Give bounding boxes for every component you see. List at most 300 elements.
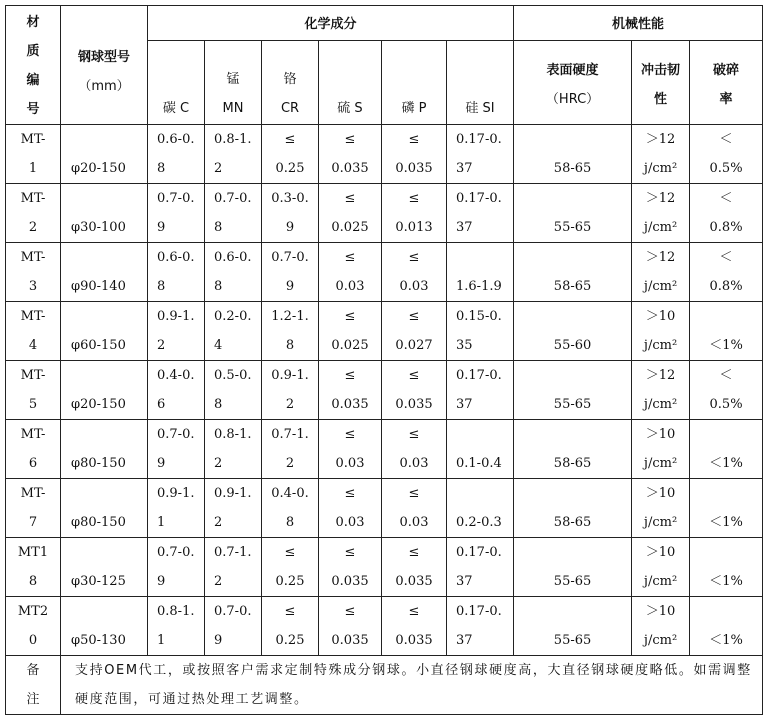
chromium-value	[262, 302, 319, 361]
manganese-value-line: 0.7-1.	[214, 545, 252, 560]
header-manganese-line: 锰	[226, 72, 240, 87]
ball-model: φ20-150	[61, 361, 148, 420]
material-id-line: MT1	[17, 545, 49, 560]
header-hardness-line: （HRC）	[545, 92, 600, 108]
manganese-value-line: 0.7-0.	[214, 191, 252, 206]
toughness-value-line: ＞10	[645, 427, 676, 442]
breakage-value-line: ＜1%	[709, 574, 743, 589]
breakage-value	[690, 184, 763, 243]
phosphorus-value-line: 0.013	[395, 220, 433, 235]
phosphorus-value	[382, 184, 447, 243]
sulfur-value-line: 0.035	[331, 397, 369, 412]
note-row	[6, 656, 763, 715]
silicon-value	[447, 184, 514, 243]
header-hardness-line: 表面硬度	[546, 63, 599, 79]
header-chromium-line: CR	[280, 101, 300, 116]
material-id-line: 5	[28, 397, 38, 412]
breakage-value-line	[690, 538, 762, 567]
silicon-value-line: 37	[456, 397, 473, 412]
chromium-value-line: ≤	[284, 545, 296, 560]
breakage-value	[690, 597, 763, 656]
note-label-line: 注	[26, 692, 40, 707]
manganese-value-line: 0.6-0.	[214, 250, 252, 265]
chromium-value-line: 8	[285, 338, 295, 353]
toughness-value-line: j/cm²	[643, 220, 678, 235]
phosphorus-value	[382, 479, 447, 538]
phosphorus-value-line: 0.03	[399, 456, 429, 471]
material-id	[6, 479, 61, 538]
silicon-value-line: 0.15-0.	[456, 309, 502, 324]
header-breakage-line: 率	[719, 92, 733, 108]
sulfur-value-line: 0.03	[335, 515, 365, 530]
manganese-value-line: 8	[214, 220, 223, 235]
material-id-line: MT-	[20, 132, 46, 147]
chromium-value-line: 0.7-0.	[271, 250, 309, 265]
phosphorus-value-line: ≤	[408, 604, 420, 619]
silicon-value	[447, 420, 514, 479]
toughness-value-line: ＞12	[645, 191, 676, 206]
material-id	[6, 125, 61, 184]
manganese-value	[205, 184, 262, 243]
table-row	[6, 597, 763, 656]
breakage-value	[690, 302, 763, 361]
silicon-value-line: 35	[456, 338, 473, 353]
header-material-no-line: 编	[26, 73, 40, 88]
phosphorus-value	[382, 302, 447, 361]
sulfur-value-line: ≤	[344, 368, 356, 383]
toughness-value	[632, 302, 690, 361]
hardness-value: 55-65	[514, 361, 632, 420]
carbon-value-line: 9	[157, 574, 166, 589]
manganese-value	[205, 302, 262, 361]
ball-model: φ30-100	[61, 184, 148, 243]
ball-model: φ80-150	[61, 479, 148, 538]
sulfur-value-line: ≤	[344, 250, 356, 265]
toughness-value-line: j/cm²	[643, 574, 678, 589]
phosphorus-value-line: 0.035	[395, 574, 433, 589]
toughness-value	[632, 125, 690, 184]
silicon-value-line: 0.17-0.	[456, 545, 502, 560]
sulfur-value-line: ≤	[344, 132, 356, 147]
note-label-line: 备	[26, 663, 40, 678]
toughness-value	[632, 243, 690, 302]
toughness-value-line: j/cm²	[643, 456, 678, 471]
ball-model: φ20-150	[61, 125, 148, 184]
sulfur-value-line: ≤	[344, 604, 356, 619]
header-mechanical-properties: 机械性能	[514, 6, 763, 41]
breakage-value-line: 0.8%	[709, 279, 743, 294]
manganese-value-line: 0.7-0.	[214, 604, 252, 619]
phosphorus-value-line: 0.03	[399, 515, 429, 530]
manganese-value-line: 2	[214, 161, 223, 176]
sulfur-value	[319, 597, 382, 656]
material-id-line: 3	[28, 279, 38, 294]
material-id	[6, 538, 61, 597]
material-id	[6, 302, 61, 361]
phosphorus-value-line: ≤	[408, 427, 420, 442]
silicon-value-line: 1.6-1.9	[456, 279, 502, 294]
carbon-value	[148, 597, 205, 656]
header-toughness-line: 性	[654, 92, 668, 108]
carbon-value-line: 0.9-1.	[157, 309, 195, 324]
sulfur-value	[319, 361, 382, 420]
manganese-value	[205, 597, 262, 656]
ball-model: φ50-130	[61, 597, 148, 656]
breakage-value	[690, 479, 763, 538]
sulfur-value-line: ≤	[344, 191, 356, 206]
carbon-value-line: 0.8-1.	[157, 604, 195, 619]
chromium-value	[262, 361, 319, 420]
carbon-value	[148, 361, 205, 420]
material-id	[6, 361, 61, 420]
table-body	[6, 125, 763, 656]
header-phosphorus: 磷 P	[382, 40, 447, 124]
table-row	[6, 479, 763, 538]
carbon-value-line: 9	[157, 220, 166, 235]
silicon-value	[447, 361, 514, 420]
breakage-value-line: ＜	[719, 191, 733, 206]
carbon-value	[148, 125, 205, 184]
toughness-value	[632, 538, 690, 597]
ball-model: φ90-140	[61, 243, 148, 302]
phosphorus-value-line: ≤	[408, 486, 420, 501]
breakage-value	[690, 538, 763, 597]
hardness-value: 55-65	[514, 597, 632, 656]
chromium-value	[262, 125, 319, 184]
silicon-value	[447, 538, 514, 597]
breakage-value-line: ＜	[719, 132, 733, 147]
chromium-value	[262, 479, 319, 538]
carbon-value	[148, 420, 205, 479]
header-breakage	[690, 40, 763, 124]
chromium-value	[262, 420, 319, 479]
carbon-value-line: 9	[157, 456, 166, 471]
silicon-value-line: 0.17-0.	[456, 604, 502, 619]
phosphorus-value-line: 0.027	[395, 338, 433, 353]
breakage-value-line: 0.5%	[709, 397, 743, 412]
chromium-value-line: 0.25	[275, 633, 305, 648]
carbon-value-line: 2	[157, 338, 166, 353]
manganese-value-line: 2	[214, 515, 223, 530]
manganese-value-line: 2	[214, 456, 223, 471]
phosphorus-value	[382, 597, 447, 656]
silicon-value-line: 0.2-0.3	[456, 515, 502, 530]
toughness-value-line: j/cm²	[643, 515, 678, 530]
header-material-no-line: 材	[26, 15, 40, 30]
manganese-value-line: 0.5-0.	[214, 368, 252, 383]
breakage-value	[690, 420, 763, 479]
chromium-value-line: 0.7-1.	[271, 427, 309, 442]
header-material-no-line: 号	[26, 102, 40, 117]
chromium-value-line: 2	[285, 456, 295, 471]
hardness-value: 58-65	[514, 420, 632, 479]
breakage-value-line	[690, 597, 762, 626]
manganese-value-line: 8	[214, 397, 223, 412]
chromium-value-line: 0.25	[275, 574, 305, 589]
manganese-value	[205, 361, 262, 420]
silicon-value-line: 0.1-0.4	[456, 456, 502, 471]
silicon-value	[447, 479, 514, 538]
breakage-value-line: ＜1%	[709, 338, 743, 353]
breakage-value-line: 0.5%	[709, 161, 743, 176]
breakage-value-line: 0.8%	[709, 220, 743, 235]
material-id-line: 6	[28, 456, 38, 471]
breakage-value-line: ＜1%	[709, 633, 743, 648]
material-id	[6, 184, 61, 243]
header-manganese	[205, 40, 262, 124]
chromium-value	[262, 184, 319, 243]
manganese-value	[205, 420, 262, 479]
breakage-value	[690, 243, 763, 302]
hardness-value: 55-65	[514, 184, 632, 243]
note-label	[6, 656, 61, 715]
toughness-value	[632, 420, 690, 479]
header-material-no-line: 质	[26, 44, 40, 59]
chromium-value	[262, 243, 319, 302]
sulfur-value	[319, 538, 382, 597]
material-id	[6, 597, 61, 656]
header-ball-model	[61, 6, 148, 125]
chromium-value-line: 0.4-0.	[271, 486, 309, 501]
hardness-value: 55-60	[514, 302, 632, 361]
toughness-value-line: ＞12	[645, 250, 676, 265]
silicon-value	[447, 597, 514, 656]
hardness-value: 55-65	[514, 538, 632, 597]
material-id-line: MT2	[17, 604, 49, 619]
material-id-line: MT-	[20, 250, 46, 265]
phosphorus-value	[382, 361, 447, 420]
manganese-value-line: 4	[214, 338, 223, 353]
carbon-value-line: 0.4-0.	[157, 368, 195, 383]
phosphorus-value-line: ≤	[408, 368, 420, 383]
manganese-value-line: 0.8-1.	[214, 132, 252, 147]
carbon-value-line: 0.7-0.	[157, 191, 195, 206]
sulfur-value-line: 0.025	[331, 220, 369, 235]
toughness-value	[632, 361, 690, 420]
toughness-value-line: ＞12	[645, 132, 676, 147]
header-toughness-line: 冲击韧	[641, 63, 681, 79]
header-chemical-composition: 化学成分	[148, 6, 514, 41]
sulfur-value-line: 0.035	[331, 574, 369, 589]
material-id-line: 7	[28, 515, 38, 530]
phosphorus-value-line: 0.03	[399, 279, 429, 294]
header-manganese-line: MN	[222, 101, 244, 116]
toughness-value-line: ＞10	[645, 486, 676, 501]
sulfur-value	[319, 420, 382, 479]
breakage-value-line	[690, 479, 762, 508]
silicon-value	[447, 243, 514, 302]
carbon-value	[148, 243, 205, 302]
sulfur-value-line: ≤	[344, 309, 356, 324]
phosphorus-value-line: ≤	[408, 191, 420, 206]
sulfur-value	[319, 184, 382, 243]
sulfur-value	[319, 302, 382, 361]
breakage-value-line: ＜	[719, 368, 733, 383]
breakage-value-line: ＜	[719, 250, 733, 265]
table-row	[6, 184, 763, 243]
header-row-group	[6, 6, 763, 41]
carbon-value-line: 8	[157, 279, 166, 294]
phosphorus-value-line: ≤	[408, 545, 420, 560]
phosphorus-value-line: ≤	[408, 309, 420, 324]
sulfur-value-line: 0.025	[331, 338, 369, 353]
header-toughness	[632, 40, 690, 124]
toughness-value-line: ＞10	[645, 309, 676, 324]
breakage-value-line	[690, 420, 762, 449]
header-hardness	[514, 40, 632, 124]
chromium-value-line: 9	[285, 279, 295, 294]
silicon-value-line	[456, 243, 513, 272]
breakage-value	[690, 125, 763, 184]
toughness-value	[632, 597, 690, 656]
carbon-value-line: 0.6-0.	[157, 250, 195, 265]
header-carbon: 碳 C	[148, 40, 205, 124]
material-id-line: MT-	[20, 368, 46, 383]
toughness-value-line: ＞12	[645, 368, 676, 383]
carbon-value	[148, 302, 205, 361]
toughness-value-line: ＞10	[645, 604, 676, 619]
toughness-value	[632, 184, 690, 243]
material-id	[6, 243, 61, 302]
manganese-value-line: 9	[214, 633, 223, 648]
carbon-value-line: 6	[157, 397, 166, 412]
ball-model: φ30-125	[61, 538, 148, 597]
toughness-value-line: ＞10	[645, 545, 676, 560]
chromium-value-line: 9	[285, 220, 295, 235]
chromium-value	[262, 538, 319, 597]
ball-model: φ80-150	[61, 420, 148, 479]
chromium-value-line: ≤	[284, 132, 296, 147]
toughness-value-line: j/cm²	[643, 279, 678, 294]
silicon-value-line: 37	[456, 633, 473, 648]
breakage-value	[690, 361, 763, 420]
manganese-value-line: 2	[214, 574, 223, 589]
sulfur-value	[319, 243, 382, 302]
material-id-line: MT-	[20, 191, 46, 206]
manganese-value	[205, 125, 262, 184]
sulfur-value-line: ≤	[344, 427, 356, 442]
phosphorus-value-line: ≤	[408, 132, 420, 147]
silicon-value-line: 0.17-0.	[456, 368, 502, 383]
sulfur-value-line: ≤	[344, 545, 356, 560]
carbon-value-line: 1	[157, 515, 166, 530]
chromium-value-line: 0.9-1.	[271, 368, 309, 383]
carbon-value	[148, 184, 205, 243]
manganese-value	[205, 243, 262, 302]
material-id-line: 2	[28, 220, 38, 235]
toughness-value-line: j/cm²	[643, 161, 678, 176]
sulfur-value-line: 0.03	[335, 456, 365, 471]
carbon-value-line: 8	[157, 161, 166, 176]
note-text: 支持OEM代工，或按照客户需求定制特殊成分钢球。小直径钢球硬度高，大直径钢球硬度略低。如需调整硬度范围，可通过热处理工艺调整。	[61, 656, 763, 715]
phosphorus-value	[382, 243, 447, 302]
material-id-line: 8	[28, 574, 38, 589]
material-id-line: 0	[28, 633, 38, 648]
sulfur-value-line: 0.035	[331, 633, 369, 648]
table-row	[6, 420, 763, 479]
header-silicon: 硅 SI	[447, 40, 514, 124]
sulfur-value-line: ≤	[344, 486, 356, 501]
carbon-value	[148, 479, 205, 538]
material-id	[6, 420, 61, 479]
header-material-no	[6, 6, 61, 125]
material-id-line: 1	[28, 161, 38, 176]
manganese-value-line: 0.2-0.	[214, 309, 252, 324]
carbon-value	[148, 538, 205, 597]
table-row	[6, 243, 763, 302]
carbon-value-line: 0.7-0.	[157, 545, 195, 560]
sulfur-value-line: 0.03	[335, 279, 365, 294]
phosphorus-value-line: 0.035	[395, 633, 433, 648]
silicon-value	[447, 302, 514, 361]
hardness-value: 58-65	[514, 125, 632, 184]
sulfur-value-line: 0.035	[331, 161, 369, 176]
phosphorus-value-line: 0.035	[395, 397, 433, 412]
silicon-value-line: 0.17-0.	[456, 191, 502, 206]
chromium-value-line: 1.2-1.	[271, 309, 309, 324]
steel-ball-spec-table	[5, 5, 763, 715]
table-row	[6, 125, 763, 184]
toughness-value	[632, 479, 690, 538]
material-id-line: 4	[28, 338, 38, 353]
silicon-value-line	[456, 420, 513, 449]
phosphorus-value-line: 0.035	[395, 161, 433, 176]
header-chromium-line: 铬	[283, 72, 297, 87]
header-ball-model-label: 钢球型号	[77, 50, 130, 65]
chromium-value-line: ≤	[284, 604, 296, 619]
material-id-line: MT-	[20, 427, 46, 442]
phosphorus-value	[382, 420, 447, 479]
sulfur-value	[319, 125, 382, 184]
carbon-value-line: 0.9-1.	[157, 486, 195, 501]
chromium-value-line: 0.25	[275, 161, 305, 176]
phosphorus-value	[382, 538, 447, 597]
toughness-value-line: j/cm²	[643, 338, 678, 353]
breakage-value-line: ＜1%	[709, 456, 743, 471]
silicon-value-line: 37	[456, 220, 473, 235]
manganese-value-line: 0.9-1.	[214, 486, 252, 501]
hardness-value: 58-65	[514, 243, 632, 302]
toughness-value-line: j/cm²	[643, 397, 678, 412]
silicon-value-line: 37	[456, 161, 473, 176]
hardness-value: 58-65	[514, 479, 632, 538]
manganese-value	[205, 479, 262, 538]
table-row	[6, 538, 763, 597]
header-ball-model-unit: （mm）	[78, 79, 130, 94]
header-breakage-line: 破碎	[713, 63, 740, 79]
material-id-line: MT-	[20, 309, 46, 324]
manganese-value-line: 8	[214, 279, 223, 294]
table-row	[6, 361, 763, 420]
silicon-value-line: 37	[456, 574, 473, 589]
ball-model: φ60-150	[61, 302, 148, 361]
silicon-value-line	[456, 479, 513, 508]
header-chromium	[262, 40, 319, 124]
phosphorus-value	[382, 125, 447, 184]
chromium-value-line: 0.3-0.	[271, 191, 309, 206]
phosphorus-value-line: ≤	[408, 250, 420, 265]
sulfur-value	[319, 479, 382, 538]
manganese-value-line: 0.8-1.	[214, 427, 252, 442]
carbon-value-line: 0.6-0.	[157, 132, 195, 147]
header-sulfur: 硫 S	[319, 40, 382, 124]
table-row	[6, 302, 763, 361]
breakage-value-line	[690, 302, 762, 331]
carbon-value-line: 1	[157, 633, 166, 648]
chromium-value-line: 8	[285, 515, 295, 530]
carbon-value-line: 0.7-0.	[157, 427, 195, 442]
silicon-value-line: 0.17-0.	[456, 132, 502, 147]
